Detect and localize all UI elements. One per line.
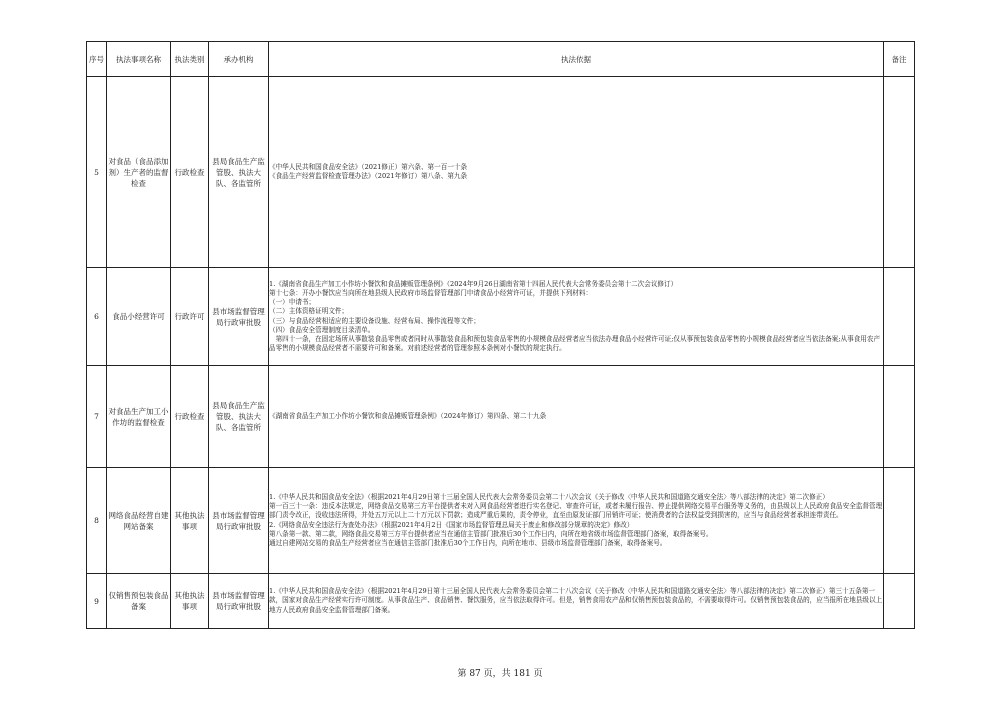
basis-line: （一）申请书； xyxy=(269,298,316,307)
table-row xyxy=(87,77,915,268)
basis-line: 2.《网络食品安全违法行为查处办法》（根据2021年4月2日《国家市场监督管理总局关于废止和修改部分规章的决定》修改） xyxy=(269,520,634,529)
basis-line: 第八条第一款、第二款，网络食品交易第三方平台提供者应当在通信主管部门批准后30个工作日内，向所在地省级市场监督管理部门备案，取得备案号。 xyxy=(269,529,713,538)
basis-line: 1.《中华人民共和国食品安全法》（根据2021年4月29日第十三届全国人民代表大会常务委员会第二十八次会议《关于修改〈中华人民共和国道路交通安全法〉等八部法律的决定》第二次修正） xyxy=(269,492,829,501)
row-basis xyxy=(269,468,884,574)
table-row xyxy=(87,468,915,574)
row-agency: 县市场监督管理局行政审批股 xyxy=(209,574,269,629)
row-no: 8 xyxy=(87,468,107,574)
row-agency: 县局食品生产监管股、执法大队、各监管所 xyxy=(209,366,269,468)
header-remark: 备注 xyxy=(884,42,915,77)
row-category: 其他执法事项 xyxy=(171,468,209,574)
row-agency: 县市场监督管理局行政审批股 xyxy=(209,268,269,366)
row-basis xyxy=(269,268,884,366)
row-item: 对食品生产加工小作坊的监督检查 xyxy=(107,366,171,468)
row-basis xyxy=(269,77,884,268)
row-item: 网络食品经营自建网站备案 xyxy=(107,468,171,574)
basis-line: 第一百三十一条：违反本法规定，网络食品交易第三方平台提供者未对入网食品经营者进行实名登记、审查许可证，或者未履行报告、停止提供网络交易平台服务等义务的，由县级以上人民政府食品安全监督管理部门责令改正，没收违法所得，并处五万元以上二十万元以下罚款；造成严重后果的，责令停业，直至由原发证部门吊销许可证；使消费者的合法权益受到损害的，应当与食品经营者承担连带责任。 xyxy=(269,502,883,520)
row-category: 其他执法事项 xyxy=(171,574,209,629)
row-basis xyxy=(269,574,884,629)
basis-line: 《中华人民共和国食品安全法》（2021修正）第六条、第一百一十条 xyxy=(269,162,468,171)
table-row xyxy=(87,268,915,366)
row-category: 行政检查 xyxy=(171,366,209,468)
row-remark xyxy=(884,574,915,629)
row-category: 行政许可 xyxy=(171,268,209,366)
basis-line: 《食品生产经营监督检查管理办法》（2021年修订）第八条、第九条 xyxy=(269,172,468,180)
row-no: 5 xyxy=(87,77,107,268)
header-basis: 执法依据 xyxy=(269,42,884,77)
row-remark xyxy=(884,468,915,574)
row-basis xyxy=(269,366,884,468)
row-remark xyxy=(884,366,915,468)
basis-line: 通过自建网站交易的食品生产经营者应当在通信主管部门批准后30个工作日内，向所在地市、县级市场监督管理部门备案，取得备案号。 xyxy=(269,538,667,547)
page-footer: 第 87 页，共 181 页 xyxy=(457,669,543,679)
basis-line: 1.《湖南省食品生产加工小作坊小餐饮和食品摊贩管理条例》（2024年9月26日湖南省第十四届人民代表大会常务委员会第十二次会议修订） xyxy=(269,279,678,288)
row-no: 7 xyxy=(87,366,107,468)
table-row xyxy=(87,574,915,629)
basis-line: （三）与食品经营相适应的主要设备设施、经营布局、操作流程等文件； xyxy=(269,316,480,325)
basis-line: 第四十一条，在固定场所从事散装食品零售或者同时从事散装食品和预包装食品零售的小规模食品经营者应当依法办理食品小经营许可证;仅从事预包装食品零售的小规模食品经营者应当依法备案;从事食用农产品零售的小规模食品经营者不需要许可和备案。对前述经营者的管理参照本条例对小餐饮的规定执行。 xyxy=(269,334,881,353)
basis-line: 《湖南省食品生产加工小作坊小餐饮和食品摊贩管理条例》（2024年修订）第四条、第二十九条 xyxy=(269,411,547,420)
row-item: 食品小经营许可 xyxy=(107,268,171,366)
basis-line: （四）食品安全管理制度目录清单。 xyxy=(269,325,375,334)
basis-line: 1.《中华人民共和国食品安全法》（根据2021年4月29日第十三届全国人民代表大会常务委员会第二十八次会议《关于修改〈中华人民共和国道路交通安全法〉等八部法律的决定》第二次修正）第三十五条第一款，国家对食品生产经营实行许可制度。从事食品生产、食品销售、餐饮服务，应当依法取得许可。但是，销售食用农产品和仅销售预包装食品的，不需要取得许可。仅销售预包装食品的，应当报所在地县级以上地方人民政府食品安全监督管理部门备案。 xyxy=(269,587,883,614)
header-row xyxy=(87,42,915,77)
basis-line: （二）主体资格证明文件； xyxy=(269,307,349,316)
row-no: 6 xyxy=(87,268,107,366)
enforcement-table xyxy=(86,41,915,629)
table-row xyxy=(87,366,915,468)
header-agency: 承办机构 xyxy=(209,42,269,77)
row-remark xyxy=(884,268,915,366)
row-remark xyxy=(884,77,915,268)
basis-line: 第十七条：开办小餐饮应当向所在地县级人民政府市场监督管理部门申请食品小经营许可证，并提供下列材料： xyxy=(269,288,593,297)
header-category: 执法类别 xyxy=(171,42,209,77)
header-no: 序号 xyxy=(87,42,107,77)
row-category: 行政检查 xyxy=(171,77,209,268)
row-no: 9 xyxy=(87,574,107,629)
row-item: 对食品（食品添加剂）生产者的监督检查 xyxy=(107,77,171,268)
row-agency: 县局食品生产监管股、执法大队、各监管所 xyxy=(209,77,269,268)
header-item: 执法事项名称 xyxy=(107,42,171,77)
row-agency: 县市场监督管理局行政审批股 xyxy=(209,468,269,574)
row-item: 仅销售预包装食品备案 xyxy=(107,574,171,629)
